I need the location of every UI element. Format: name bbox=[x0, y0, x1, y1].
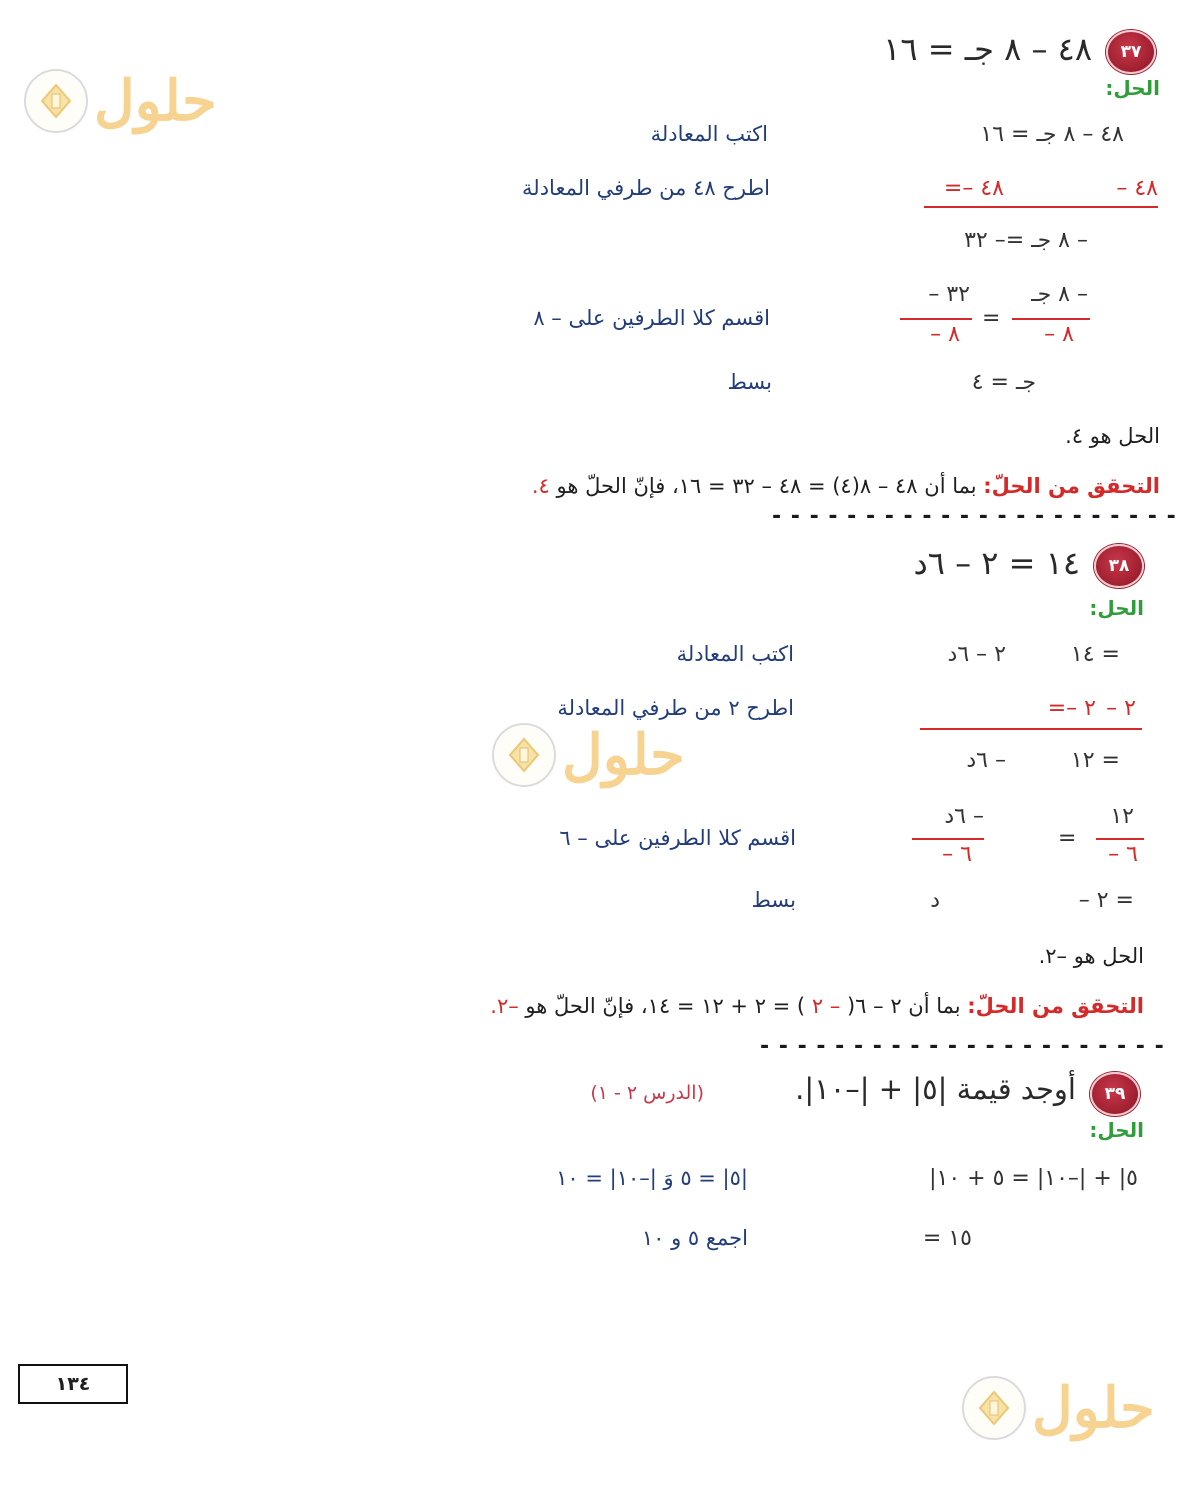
step-description: |٥| = ٥ وَ |–١٠| = ١٠ bbox=[556, 1166, 748, 1190]
fraction-denominator: – ٦ bbox=[1108, 842, 1138, 867]
solution-label: الحل: bbox=[1089, 596, 1144, 620]
subtraction-line bbox=[920, 728, 1142, 730]
equation: – ٨ جـ =– ٣٢ bbox=[964, 228, 1088, 253]
check-answer: –٢. bbox=[490, 994, 519, 1018]
watermark-logo bbox=[962, 1375, 1155, 1441]
equation: جـ = ٤ bbox=[971, 370, 1036, 395]
equation-right: ٢ – ٦د bbox=[947, 642, 1006, 667]
equation: = ١٥ bbox=[922, 1226, 972, 1251]
equation-subtract-right: =– ٤٨ bbox=[943, 176, 1004, 201]
fraction-bar bbox=[900, 318, 972, 320]
section-separator: - - - - - - - - - - - - - - - - - - - - - - bbox=[772, 504, 1177, 529]
equation-right: د bbox=[930, 888, 940, 913]
equation: |٥| + |–١٠| = ٥ + ١٠ bbox=[929, 1166, 1138, 1191]
fraction-bar bbox=[1012, 318, 1090, 320]
problem-number-badge: ٣٩ bbox=[1090, 1072, 1140, 1116]
watermark-text: حلول bbox=[562, 722, 685, 788]
page-number: ١٣٤ bbox=[18, 1364, 128, 1404]
equation-left: ١٤ = bbox=[1070, 642, 1120, 667]
step-description: اقسم كلا الطرفين على – ٦ bbox=[559, 826, 796, 850]
book-shield-icon bbox=[24, 69, 88, 133]
solution-label: الحل: bbox=[1105, 76, 1160, 100]
check-text: ) = ٢ + ١٢ = ١٤، فإنّ الحلّ هو bbox=[518, 994, 806, 1018]
problem-title: ١٤ = ٢ – ٦د bbox=[913, 544, 1080, 582]
check-line bbox=[490, 994, 1144, 1018]
fraction-bar bbox=[912, 838, 984, 840]
problem-number-badge: ٣٨ bbox=[1094, 544, 1144, 588]
watermark-logo bbox=[492, 722, 685, 788]
check-value: – ٢ bbox=[811, 994, 841, 1018]
fraction-numerator: – ٦د bbox=[944, 804, 984, 829]
subtraction-line bbox=[924, 206, 1158, 208]
equation-right: – ٦د bbox=[966, 748, 1006, 773]
step-description: اكتب المعادلة bbox=[650, 122, 768, 146]
check-text: بما أن ٢ – ٦( bbox=[846, 994, 961, 1018]
equals-sign: = bbox=[1058, 826, 1077, 851]
check-answer: ٤. bbox=[531, 474, 550, 498]
step-description: اكتب المعادلة bbox=[676, 642, 794, 666]
step-description: اطرح ٤٨ من طرفي المعادلة bbox=[522, 176, 770, 200]
problem-title: أوجد قيمة |٥| + |–١٠|. bbox=[795, 1072, 1076, 1106]
fraction-numerator: – ٣٢ bbox=[928, 282, 970, 307]
equation-left: – ٢ = bbox=[1078, 888, 1134, 913]
watermark-text: حلول bbox=[94, 68, 217, 134]
book-shield-icon bbox=[492, 723, 556, 787]
fraction-bar bbox=[1096, 838, 1144, 840]
step-description: بسط bbox=[727, 370, 772, 394]
fraction-denominator: – ٦ bbox=[942, 842, 972, 867]
check-label: التحقق من الحلّ: bbox=[967, 994, 1144, 1018]
problem-number-badge: ٣٧ bbox=[1106, 30, 1156, 74]
watermark-logo bbox=[24, 68, 217, 134]
fraction-denominator: – ٨ bbox=[930, 322, 960, 347]
solution-label: الحل: bbox=[1089, 1118, 1144, 1142]
check-text: بما أن ٤٨ – ٨(٤) = ٤٨ – ٣٢ = ١٦، فإنّ الحلّ هو bbox=[549, 474, 977, 498]
step-description: اجمع ٥ و ١٠ bbox=[641, 1226, 748, 1250]
watermark-text: حلول bbox=[1032, 1375, 1155, 1441]
fraction-denominator: – ٨ bbox=[1044, 322, 1074, 347]
fraction-numerator: ١٢ bbox=[1110, 804, 1134, 829]
solution-result: الحل هو –٢. bbox=[1038, 944, 1144, 968]
equation-subtract-left: – ٤٨ bbox=[1116, 176, 1158, 201]
solution-result: الحل هو ٤. bbox=[1065, 424, 1160, 448]
fraction-numerator: – ٨ جـ bbox=[1031, 282, 1088, 307]
equation-subtract-left: – ٢ bbox=[1106, 696, 1136, 721]
check-label: التحقق من الحلّ: bbox=[983, 474, 1160, 498]
equals-sign: = bbox=[982, 306, 1001, 331]
book-shield-icon bbox=[962, 1376, 1026, 1440]
step-description: بسط bbox=[751, 888, 796, 912]
equation-left: ١٢ = bbox=[1070, 748, 1120, 773]
check-line bbox=[532, 474, 1160, 498]
lesson-reference: (الدرس ٢ - ١) bbox=[590, 1082, 704, 1104]
section-separator: - - - - - - - - - - - - - - - - - - - - - - bbox=[760, 1034, 1165, 1059]
step-description: اقسم كلا الطرفين على – ٨ bbox=[533, 306, 770, 330]
equation: ٤٨ – ٨ جـ = ١٦ bbox=[980, 122, 1124, 147]
problem-title: ٤٨ – ٨ جـ = ١٦ bbox=[883, 30, 1092, 68]
step-description: اطرح ٢ من طرفي المعادلة bbox=[557, 696, 794, 720]
equation-subtract-right: =– ٢ bbox=[1047, 696, 1096, 721]
